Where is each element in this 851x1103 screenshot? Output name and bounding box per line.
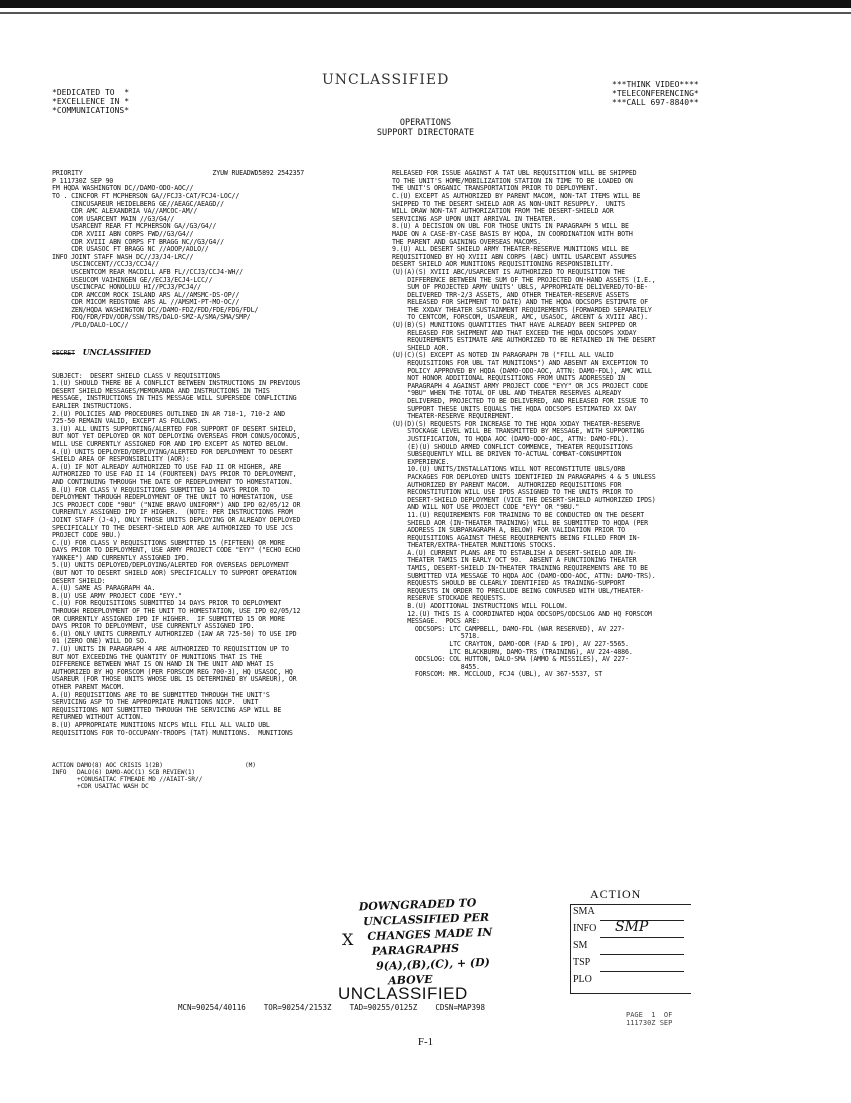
routing-row: SMA — [573, 906, 595, 917]
top-border — [0, 0, 851, 8]
struck-classification: SECRET — [52, 348, 75, 357]
routing-row: PLO — [573, 974, 592, 985]
routing-line — [600, 954, 684, 955]
message-numbers: MCN=90254/40116 TOR=90254/2153Z TAD=90255/0125Z CDSN=MAP398 — [178, 1003, 486, 1012]
routing-row: INFO — [573, 923, 597, 934]
page-indicator: PAGE 1 OF 111730Z SEP — [626, 1011, 673, 1027]
message-body-right: RELEASED FOR ISSUE AGAINST A TAT UBL REQUISITION WILL BE SHIPPED TO THE UNIT'S HOME/MOBILIZATION STATION IN TIME TO BE LOADED ON THE UNIT'S ORGANIC TRANSPORTATION PRIOR TO DEPLOYMENT. C.(U) EXCEPT AS AUTHORIZED BY PARENT MACOM, NON-TAT ITEMS WILL BE SHIPPED TO THE DESERT SHIELD AOR AS NON-UNIT RESUPPLY. UNITS WILL DRAW NON-TAT AUTHORIZATION FROM THE DESERT-SHIELD AOR SERVICING ASP UPON UNIT ARRIVAL IN THEATER. 8.(U) A DECISION ON UBL FOR THOSE UNITS IN PARAGRAPH 5 WILL BE MADE ON A CASE-BY-CASE BASIS BY HQDA, IN COORDINATION WITH BOTH THE PARENT AND GAINING OVERSEAS MACOMS. 9.(U) ALL DESERT SHIELD ARMY THEATER-RESERVE MUNITIONS WILL BE REQUISITIONED BY HQ XVIII ABN CORPS (ABC) UNTIL USARCENT ASSUMES DESERT SHIELD AOR MUNITIONS REQUISITIONING RESPONSIBILITY. (U)(A)(S) XVIII ABC/USARCENT IS AUTHORIZED TO REQUISITION THE DIFFERENCE BETWEEN THE SUM OF THE PROJECTED ON-HAND ASSETS (I.E., SUM OF PROJECTED ARMY UNITS' UBLS, APPROPRIATE DELIVERED/TO-BE- DELIVERED TRR-2/3 ASSETS, AND OTHER THEATER-RESERVE ASSETS RELEASED FOR SHIPMENT TO DATE) AND THE HQDA ODCSOPS ESTIMATE OF THE XXDAY THEATER SUSTAINMENT REQUIREMENTS (FORWARDED SEPARATELY TO CENTCOM, FORSCOM, USAREUR, AMC, USASOC, ARCENT & XVIII ABC). (U)(B)(S) MUNITIONS QUANTITIES THAT HAVE ALREADY BEEN SHIPPED OR RELEASED FOR SHIPMENT AND THAT EXCEED THE HQDA ODCSOPS XXDAY REQUIREMENTS ESTIMATE ARE AUTHORIZED TO BE RETAINED IN THE DESERT SHIELD AOR. (U)(C)(S) EXCEPT AS NOTED IN PARAGRAPH 7B ("FILL ALL VALID REQUISITIONS FOR UBL TAT MUNITIONS") AND ABSENT AN EXCEPTION TO POLICY APPROVED BY HQDA (DAMO-ODO-AOC, ATTN: DAMO-FDL), AMC WILL NOT HONOR ADDITIONAL REQUISITIONS FROM UNITS ADDRESSED IN PARAGRAPH 4 AGAINST ARMY PROJECT CODE "EYY" OR JCS PROJECT CODE "9BU" WHEN THE TOTAL OF UBL AND THEATER RESERVES ALREADY DELIVERED, PROJECTED TO BE DELIVERED, AND RELEASED FOR ISSUE TO SUPPORT THESE UNITS EQUALS THE HQDA ODCSOPS ESTIMATED XX DAY THEATER-RESERVE REQUIREMENT. (U)(D)(S) REQUESTS FOR INCREASE TO THE HQDA XXDAY THEATER-RESERVE STOCKAGE LEVEL WILL BE TRANSMITTED BY MESSAGE, WITH SUPPORTING JUSTIFICATION, TO HQDA AOC (DAMO-ODO-AOC, ATTN: DAMO-FDL). (E)(U) SHOULD ARMED CONFLICT COMMENCE, THEATER REQUISITIONS SUBSEQUENTLY WILL BE DRIVEN TO-ACTUAL COMBAT-CONSUMPTION EXPERIENCE. 10.(U) UNITS/INSTALLATIONS WILL NOT RECONSTITUTE UBLS/ORB PACKAGES FOR DEPLOYED UNITS IDENTIFIED IN PARAGRAPHS 4 & 5 UNLESS AUTHORIZED BY PARENT MACOM. AUTHORIZED REQUISITIONS FOR RECONSTITUTION WILL USE IPDS ASSIGNED TO THE UNITS PRIOR TO DESERT-SHIELD DEPLOYMENT (VICE THE DESERT-SHIELD AUTHORIZED IPDS) AND WILL NOT USE PROJECT CODE "EYY" OR "9BU." 11.(U) REQUIREMENTS FOR TRAINING TO BE CONDUCTED ON THE DESERT SHIELD AOR (IN-THEATER TRAINING) WILL BE SUBMITTED TO HQDA (PER ADDRESS IN SUBPARAGRAPH A, BELOW) FOR VALIDATION PRIOR TO REQUISITIONS AGAINST THESE REQUIREMENTS BEING FILLED FROM IN- THEATER/EXTRA-THEATER MUNITIONS STOCKS. A.(U) CURRENT PLANS ARE TO ESTABLISH A DESERT-SHIELD AOR IN- THEATER TAMIS IN EARLY OCT 90. ABSENT A FUNCTIONING THEATER TAMIS, DESERT-SHIELD IN-THEATER TRAINING REQUIREMENTS ARE TO BE SUBMITTED VIA MESSAGE TO HQDA AOC (DAMO-ODO-AOC, ATTN: DAMO-TRS). REQUESTS SHOULD BE CLEARLY IDENTIFIED AS TRAINING-SUPPORT REQUESTS IN ORDER TO PRECLUDE BEING CONFUSED WITH UBL/THEATER- RESERVE STOCKADE REQUESTS. B.(U) ADDITIONAL INSTRUCTIONS WILL FOLLOW. 12.(U) THIS IS A COORDINATED HQDA ODCSOPS/ODCSLOG AND HQ FORSCOM MESSAGE. POCS ARE: ODCSOPS: LTC CAMPBELL, DAMO-FDL (WAR RESERVED), AV 227- 5718. LTC CRAYTON, DAMO-ODR (FAD & IPD), AV 227-5565. LTC BLACKBURN, DAMO-TRS (TRAINING), AV 224-4886. ODCSLOG: COL HUTTON, DALO-SMA (AMMO & MISSILES), AV 227- 8455. FORSCOM: MR. MCCLOUD, FCJ4 (UBL), AV 367-5537, ST — [392, 169, 656, 679]
office-title: OPERATIONS — [399, 118, 452, 128]
x-mark: X — [342, 930, 354, 949]
classification-footer: UNCLASSIFIED — [338, 984, 468, 1003]
teleconference-block: ***THINK VIDEO**** *TELECONFERENCING* ***CALL 697-8840** — [612, 80, 699, 107]
classification-stamp: UNCLASSIFIED — [322, 72, 450, 88]
dedication-block: *DEDICATED TO * *EXCELLENCE IN * *COMMUNICATIONS* — [52, 88, 130, 115]
routing-line — [600, 971, 684, 972]
routing-line — [600, 937, 684, 938]
routing-row: TSP — [573, 957, 591, 968]
office-subtitle: SUPPORT DIRECTORATE — [376, 128, 475, 138]
action-info-block: ACTION DAMO(8) AOC CRISIS 1(2B) (M) INFO DALO(6) DAMO-AOC(1) SCB REVIEW(1) +CONUSAITAC FTMEADE MD //AIAIT-SR// +CDR USAITAC WASH DC — [52, 762, 256, 791]
address-block: PRIORITY ZYUW RUEADWD5892 2542357 P 111730Z SEP 90 FM HQDA WASHINGTON DC//DAMO-ODO-AOC// TO . CINCFOR FT MCPHERSON GA//FCJ3-CAT/FCJ4-LOC// CINCUSAREUR HEIDELBERG GE//AEAGC/AEAGD// CDR AMC ALEXANDRIA VA//AMCOC-AM// COM USARCENT MAIN //G3/G4// USARCENT REAR FT MCPHERSON GA//G3/G4// CDR XVIII ABN CORPS FWD//G3/G4// CDR XVIII ABN CORPS FT BRAGG NC//G3/G4// CDR USASOC FT BRAGG NC //AOOP/AOLO// INFO JOINT STAFF WASH DC//J3/J4-LRC// USCINCCENT//CCJ3/CCJ4// USCENTCOM REAR MACDILL AFB FL//CCJ3/CCJ4-WH// USEUCOM VAIHINGEN GE//ECJ3/ECJ4-LCC// USCINCPAC HONOLULU HI//PCJ3/PCJ4// CDR AMCCOM ROCK ISLAND ARS AL//AMSMC-DS-OP// CDR MICOM REDSTONE ARS AL //AMSMI-PT-MO-OC// ZEN/HQDA WASHINGTON DC//DAMO-FDZ/FDD/FDE/FDG/FDL/ FDQ/FDR/FDV/ODR/SSW/TRS/DALO-SMZ-A/SMA/SMA/SMP/ /PLO/DALO-LOC// — [52, 169, 305, 330]
classification-line — [52, 346, 382, 358]
right-column — [392, 155, 822, 687]
action-stamp: ACTION — [590, 887, 642, 901]
top-border-thin — [0, 12, 851, 14]
handwritten-downgrade-note: DOWNGRADED TO UNCLASSIFIED PER CHANGES MADE IN PARAGRAPHS 9(A),(B),(C), + (D) ABOVE — [358, 896, 493, 989]
message-body-left: SUBJECT: DESERT SHIELD CLASS V REQUISITIONS 1.(U) SHOULD THERE BE A CONFLICT BETWEEN INSTRUCTIONS IN PREVIOUS DESERT SHIELD MESSAGES/MEMORANDA AND INSTRUCTIONS IN THIS MESSAGE, INSTRUCTIONS IN THIS MESSAGE WILL SUPERSEDE CONFLICTING EARLIER INSTRUCTIONS. 2.(U) POLICIES AND PROCEDURES OUTLINED IN AR 710-1, 710-2 AND 725-50 REMAIN VALID, EXCEPT AS FOLLOWS. 3.(U) ALL UNITS SUPPORTING/ALERTED FOR SUPPORT OF DESERT SHIELD, BUT NOT YET DEPLOYED OR NOT DEPLOYING OVERSEAS FROM CONUS/OCONUS, WILL USE CURRENTLY ASSIGNED FOR AND IPD EXCEPT AS NOTED BELOW. 4.(U) UNITS DEPLOYED/DEPLOYING/ALERTED FOR DEPLOYMENT TO DESERT SHIELD AREA OF RESPONSIBILITY (AOR): A.(U) IF NOT ALREADY AUTHORIZED TO USE FAD II OR HIGHER, ARE AUTHORIZED TO USE FAD II 14 (FOURTEEN) DAYS PRIOR TO DEPLOYMENT, AND CONTINUING THROUGH THE DATE OF REDEPLOYMENT TO HOMESTATION. B.(U) FOR CLASS V REQUISITIONS SUBMITTED 14 DAYS PRIOR TO DEPLOYMENT THROUGH REDEPLOYMENT OF THE UNIT TO HOMESTATION, USE JCS PROJECT CODE "9BU" ("NINE BRAVO UNIFORM") AND IPD 02/05/12 OR CURRENTLY ASSIGNED IPD IF HIGHER. (NOTE: PER INSTRUCTIONS FROM JOINT STAFF (J-4), ONLY THOSE UNITS DEPLOYING OR ALREADY DEPLOYED SPECIFICALLY TO THE DESERT-SHIELD AOR ARE AUTHORIZED TO USE JCS PROJECT CODE 9BU.) C.(U) FOR CLASS V REQUISITIONS SUBMITTED 15 (FIFTEEN) OR MORE DAYS PRIOR TO DEPLOYMENT, USE ARMY PROJECT CODE "EYY" ("ECHO ECHO YANKEE") AND CURRENTLY ASSIGNED IPD. 5.(U) UNITS DEPLOYED/DEPLOYING/ALERTED FOR OVERSEAS DEPLOYMENT (BUT NOT TO DESERT SHIELD AOR) SPECIFICALLY TO SUPPORT OPERATION DESERT SHIELD: A.(U) SAME AS PARAGRAPH 4A. B.(U) USE ARMY PROJECT CODE "EYY." C.(U) FOR REQUISITIONS SUBMITTED 14 DAYS PRIOR TO DEPLOYMENT THROUGH REDEPLOYMENT OF THE UNIT TO HOMESTATION, USE IPD 02/05/12 OR CURRENTLY ASSIGNED IPD IF HIGHER. IF SUBMITTED 15 OR MORE DAYS PRIOR TO DEPLOYMENT, USE CURRENTLY ASSIGNED IPD. 6.(U) ONLY UNITS CURRENTLY AUTHORIZED (IAW AR 725-50) TO USE IPD 01 (ZERO ONE) WILL DO SO. 7.(U) UNITS IN PARAGRAPH 4 ARE AUTHORIZED TO REQUISITION UP TO BUT NOT EXCEEDING THE QUANTITY OF MUNITIONS THAT IS THE DIFFERENCE BETWEEN WHAT IS ON HAND IN THE UNIT AND WHAT IS AUTHORIZED BY HQ FORSCOM (PER FORSCOM REG 700-3), HQ USASOC, HQ USAREUR (FOR THOSE UNITS WHOSE UBL IS DETERMINED BY USAREUR), OR OTHER PARENT MACOM. A.(U) REQUISITIONS ARE TO BE SUBMITTED THROUGH THE UNIT'S SERVICING ASP TO THE APPROPRIATE MUNITIONS NICP. UNIT REQUISITIONS NOT SUBMITTED THROUGH THE SERVICING ASP WILL BE RETURNED WITHOUT ACTION. B.(U) APPROPRIATE MUNITIONS NICPS WILL FILL ALL VALID UBL REQUISITIONS FOR TO-OCCUPANY-TROOPS (TAT) MUNITIONS. MUNITIONS — [52, 371, 301, 737]
routing-row: SM — [573, 940, 588, 951]
left-column — [52, 155, 382, 798]
handwritten-classification: UNCLASSIFIED — [82, 346, 151, 357]
routing-signature: SMP — [615, 919, 649, 935]
page-label: F-1 — [417, 1036, 434, 1048]
